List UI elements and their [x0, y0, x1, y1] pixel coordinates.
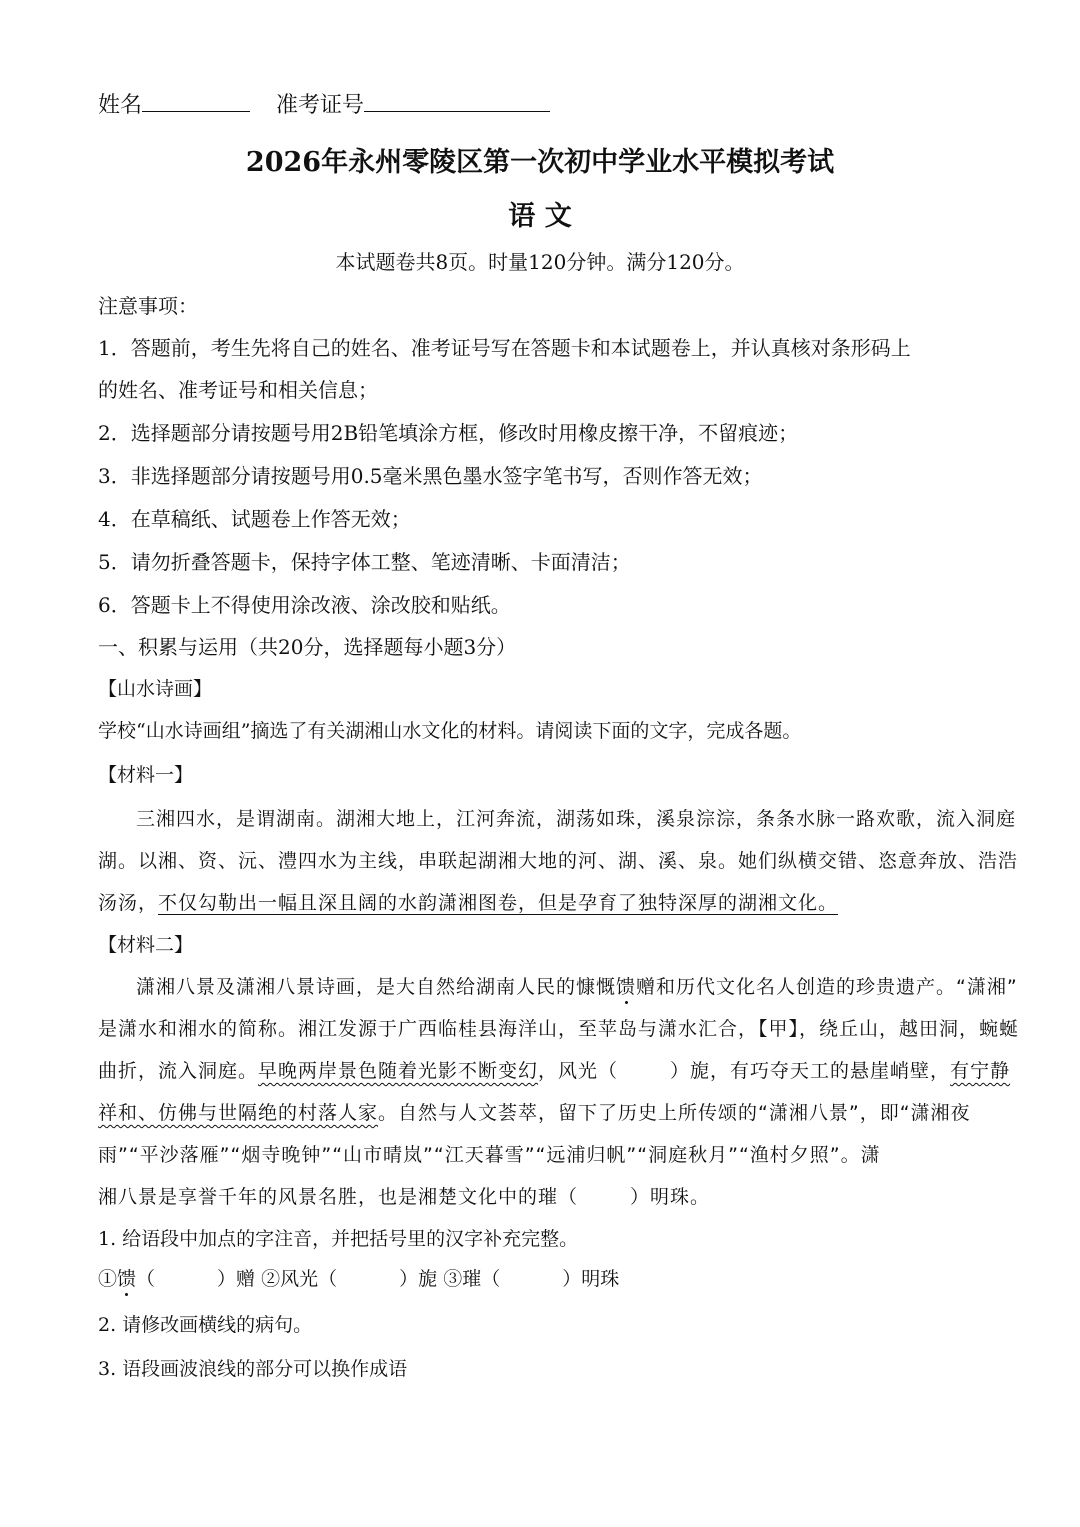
exam-number-label: 准考证号 — [276, 93, 365, 118]
option-text: ）赠 — [217, 1268, 256, 1290]
note-item: 4．在草稿纸、试题卷上作答无效； — [98, 507, 411, 531]
section-heading: 一、积累与运用（共20分，选择题每小题3分） — [98, 635, 517, 659]
material1-text: 汤汤， — [98, 892, 159, 914]
material2-text: 潇湘八景及潇湘八景诗画，是大自然给湖南人民的慷慨 — [136, 976, 617, 998]
material2-line — [98, 1098, 971, 1125]
material2-text: 湘八景是享誉千年的风景名胜，也是湘楚文化中的璀（ — [98, 1186, 579, 1208]
dotted-character: 馈 — [117, 1268, 137, 1290]
material2-label: 【材料二】 — [98, 934, 194, 956]
wavy-underlined-text: 早晚两岸景色随着光影不断变幻 — [258, 1060, 539, 1082]
material2-line: 是潇水和湘水的简称。湘江发源于广西临桂县海洋山，至苹岛与潇水汇合，【甲】，绕丘山，越田洞，蜿蜒 — [98, 1018, 1020, 1040]
section-topic: 【山水诗画】 — [98, 678, 213, 700]
subject-title: 语 文 — [508, 201, 572, 232]
note-item: 5．请勿折叠答题卡，保持字体工整、笔迹清晰、卡面清洁； — [98, 550, 631, 574]
section-intro: 学校“山水诗画组”摘选了有关湖湘山水文化的材料。请阅读下面的文字，完成各题。 — [98, 720, 802, 742]
name-field[interactable] — [142, 91, 250, 112]
option-text: ）旎 — [399, 1268, 438, 1290]
option-text: ③璀（ — [443, 1268, 501, 1290]
material2-line — [136, 972, 1018, 999]
material2-line: 雨”“平沙落雁”“烟寺晚钟”“山市晴岚”“江天暮雪”“远浦归帆”“洞庭秋月”“渔村夕照”。潇 — [98, 1144, 881, 1166]
question-1: 1. 给语段中加点的字注音，并把括号里的汉字补充完整。 — [98, 1228, 579, 1250]
note-item: 2．选择题部分请按题号用2B铅笔填涂方框，修改时用橡皮擦干净，不留痕迹； — [98, 421, 799, 445]
note-item: 的姓名、准考证号和相关信息； — [98, 378, 378, 402]
notes-heading: 注意事项： — [98, 294, 198, 318]
question-2: 2. 请修改画横线的病句。 — [98, 1314, 313, 1336]
option-text: ②风光（ — [261, 1268, 338, 1290]
note-item: 6．答题卡上不得使用涂改液、涂改胶和贴纸。 — [98, 593, 511, 617]
material1-line: 湖。以湘、资、沅、澧四水为主线，串联起湖湘大地的河、湖、溪、泉。她们纵横交错、恣意奔放、浩浩 — [98, 850, 1019, 872]
option-paren: （ — [136, 1268, 156, 1290]
note-item: 1．答题前，考生先将自己的姓名、准考证号写在答题卡和本试题卷上，并认真核对条形码上 — [98, 336, 911, 360]
question-3: 3. 语段画波浪线的部分可以换作成语 — [98, 1358, 408, 1380]
exam-title: 2026年永州零陵区第一次初中学业水平模拟考试 — [245, 147, 835, 178]
material2-text: 曲折，流入洞庭。 — [98, 1060, 259, 1082]
material2-line — [98, 1182, 710, 1209]
dotted-character: 馈 — [616, 976, 637, 998]
material2-text: ）旎，有巧夺天工的悬崖峭壁， — [670, 1060, 951, 1082]
material2-text: ）明珠。 — [630, 1186, 711, 1208]
material2-text: 。自然与人文荟萃，留下了历史上所传颂的“潇湘八景”，即“潇湘夜 — [378, 1102, 971, 1124]
name-label: 姓名 — [98, 93, 143, 118]
option-text: ）明珠 — [562, 1268, 620, 1290]
exam-info: 本试题卷共8页。时量120分钟。满分120分。 — [335, 250, 745, 274]
wavy-underlined-text: 有宁静 — [950, 1060, 1011, 1082]
material1-line — [98, 888, 838, 915]
candidate-info-line — [98, 88, 550, 119]
material1-label: 【材料一】 — [98, 764, 194, 786]
wavy-underlined-text: 祥和、仿佛与世隔绝的村落人家 — [98, 1102, 379, 1124]
material1-line: 三湘四水，是谓湖南。湖湘大地上，江河奔流，湖荡如珠，溪泉淙淙，条条水脉一路欢歌，流入洞庭 — [136, 808, 1017, 830]
material2-line — [98, 1056, 1010, 1083]
material2-text: ，风光（ — [538, 1060, 619, 1082]
material2-text: 赠和历代文化名人创造的珍贵遗产。“潇湘” — [636, 976, 1018, 998]
note-item: 3．非选择题部分请按题号用0.5毫米黑色墨水签字笔书写，否则作答无效； — [98, 464, 763, 488]
option-marker: ① — [98, 1268, 118, 1290]
underlined-sick-sentence: 不仅勾勒出一幅且深且阔的水韵潇湘图卷，但是孕育了独特深厚的湖湘文化。 — [158, 892, 839, 914]
exam-number-field[interactable] — [364, 91, 550, 112]
question-1-options — [98, 1264, 619, 1291]
